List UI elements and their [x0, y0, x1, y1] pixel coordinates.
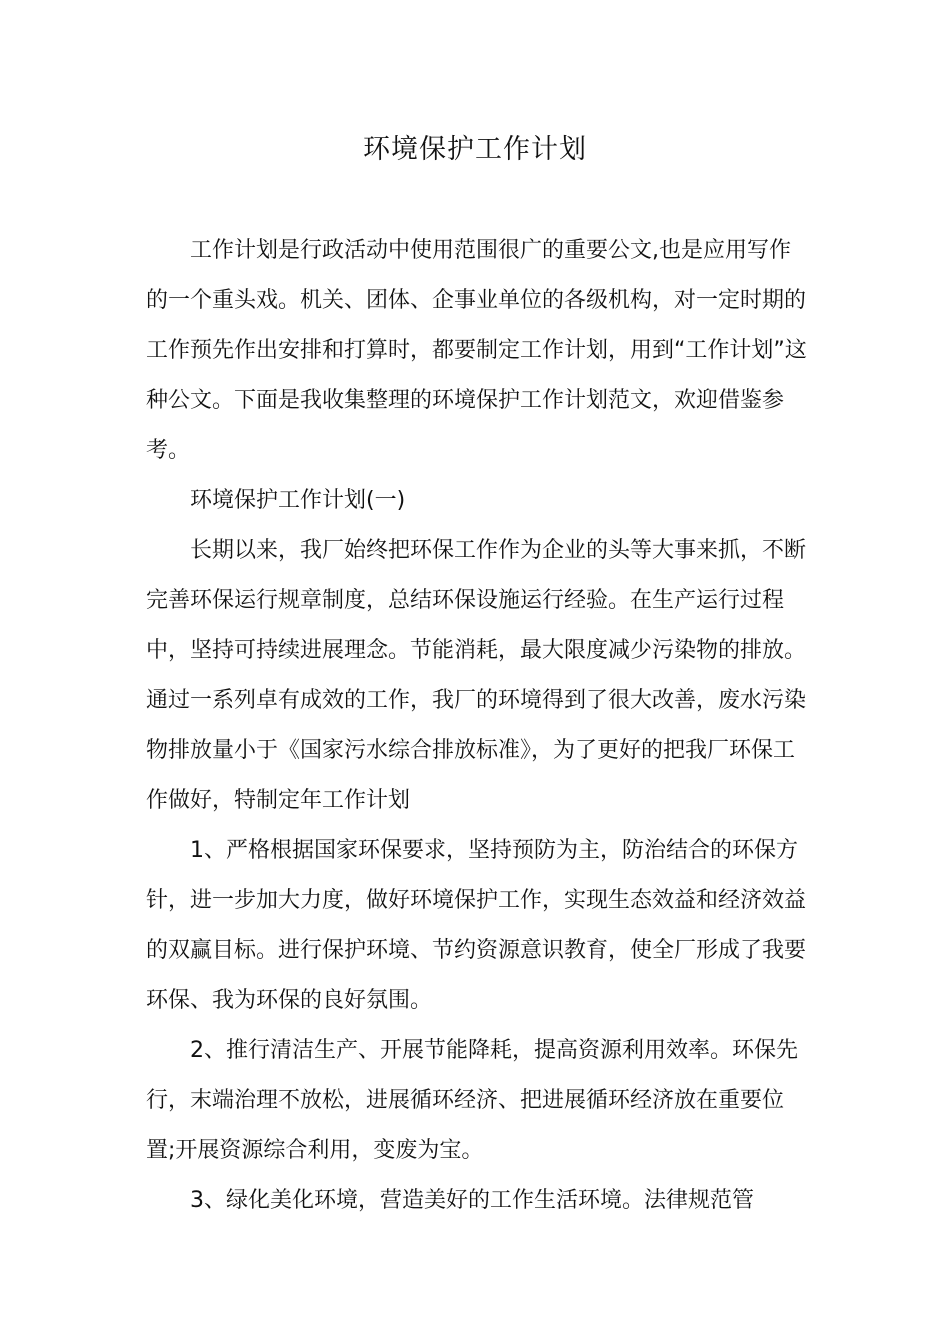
section-heading: 环境保护工作计划(一)	[190, 488, 406, 513]
paragraph-item-2: 2、推行清洁生产、开展节能降耗，提高资源利用效率。环保先行，末端治理不放松，进展循环经济、把进展循环经济放在重要位置;开展资源综合利用，变废为宝。	[146, 1038, 798, 1163]
document-title: 环境保护工作计划	[363, 134, 587, 165]
paragraph-item-3: 3、绿化美化环境，营造美好的工作生活环境。法律规范管	[190, 1188, 754, 1213]
document-body	[146, 226, 812, 1226]
paragraph-background: 长期以来，我厂始终把环保工作作为企业的头等大事来抓，不断完善环保运行规章制度，总结环保设施运行经验。在生产运行过程中，坚持可持续进展理念。节能消耗，最大限度减少污染物的排放。通过一系列卓有成效的工作，我厂的环境得到了很大改善，废水污染物排放量小于《国家污水综合排放标准》，为了更好的把我厂环保工作做好，特制定年工作计划	[146, 538, 807, 813]
paragraph-item-1: 1、严格根据国家环保要求，坚持预防为主，防治结合的环保方针，进一步加大力度，做好环境保护工作，实现生态效益和经济效益的双赢目标。进行保护环境、节约资源意识教育，使全厂形成了我要环保、我为环保的良好氛围。	[146, 838, 807, 1013]
paragraph-intro: 工作计划是行政活动中使用范围很广的重要公文,也是应用写作的一个重头戏。机关、团体、企事业单位的各级机构，对一定时期的工作预先作出安排和打算时，都要制定工作计划，用到“工作计划”这种公文。下面是我收集整理的环境保护工作计划范文，欢迎借鉴参考。	[146, 238, 807, 463]
